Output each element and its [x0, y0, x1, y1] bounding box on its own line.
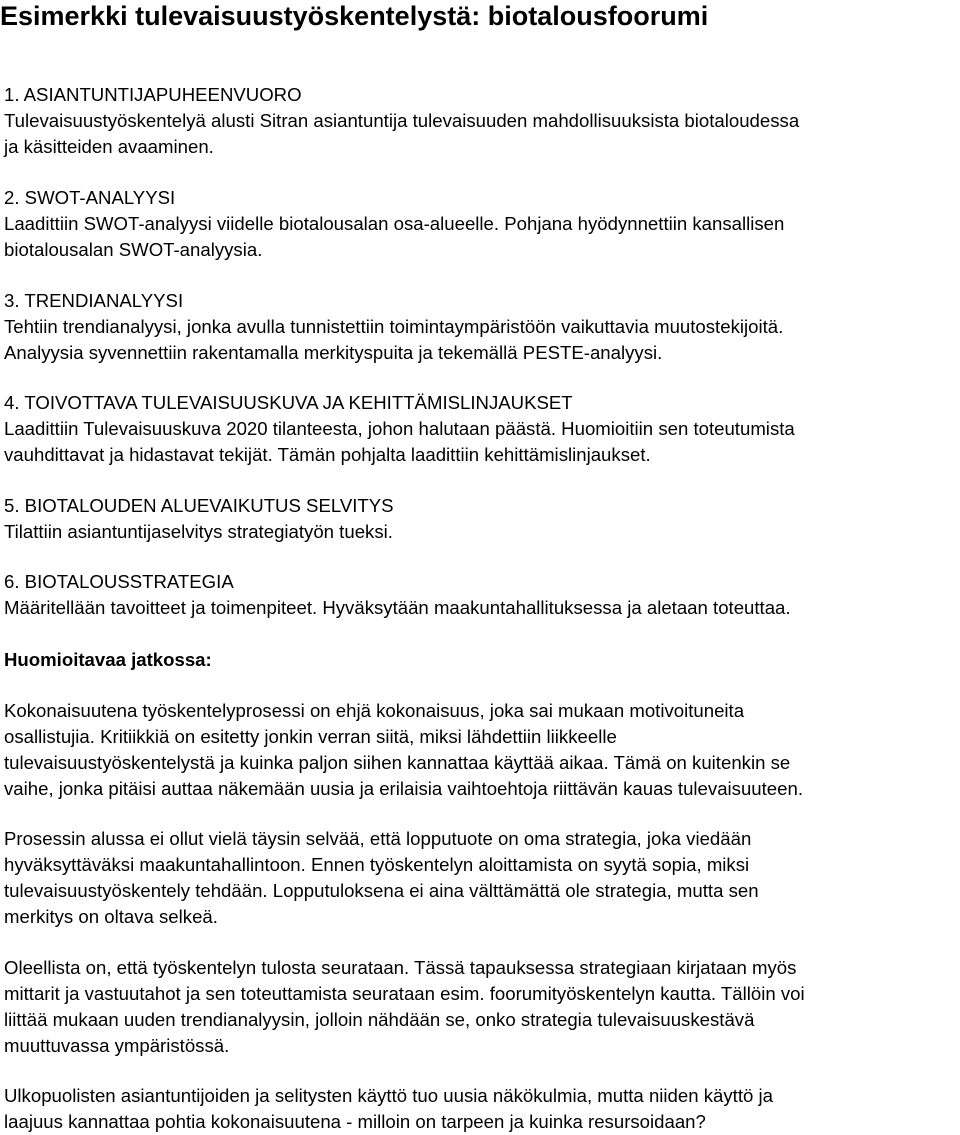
paragraph-line: vaihe, jonka pitäisi auttaa näkemään uusia ja erilaisia vaihtoehtoja riittävän kauas tulevaisuuteen. — [4, 778, 803, 799]
section-text-line: ja käsitteiden avaaminen. — [4, 136, 214, 157]
section-heading: 3. TRENDIANALYYSI — [4, 290, 184, 311]
section-text-line: Laadittiin SWOT-analyysi viidelle biotalousalan osa-alueelle. Pohjana hyödynnettiin kansallisen — [4, 213, 785, 234]
section-heading: 4. TOIVOTTAVA TULEVAISUUSKUVA JA KEHITTÄMISLINJAUKSET — [4, 392, 573, 413]
paragraph — [4, 698, 960, 802]
section-text-line: Tulevaisuustyöskentelyä alusti Sitran asiantuntija tulevaisuuden mahdollisuuksista biotaloudessa — [4, 110, 800, 131]
paragraph-line: liittää mukaan uuden trendianalyysin, jolloin nähdään se, onko strategia tulevaisuuskestävä — [4, 1009, 755, 1030]
section-heading: 5. BIOTALOUDEN ALUEVAIKUTUS SELVITYS — [4, 495, 394, 516]
section-tulevaisuuskuva — [4, 390, 960, 468]
paragraph-line: muuttuvassa ympäristössä. — [4, 1035, 230, 1056]
paragraph-line: Ulkopuolisten asiantuntijoiden ja selitysten käyttö tuo uusia näkökulmia, mutta niiden käyttö ja — [4, 1085, 773, 1106]
section-text-line: Tilattiin asiantuntijaselvitys strategiatyön tueksi. — [4, 521, 393, 542]
section-trendianalyysi — [4, 288, 960, 366]
paragraph — [4, 955, 960, 1059]
section-biotalousstrategia — [4, 569, 960, 621]
section-text-line: Laadittiin Tulevaisuuskuva 2020 tilanteesta, johon halutaan päästä. Huomioitiin sen toteutumista — [4, 418, 795, 439]
section-text-line: Määritellään tavoitteet ja toimenpiteet. Hyväksytään maakuntahallituksessa ja aletaan toteuttaa. — [4, 597, 791, 618]
paragraph — [4, 826, 960, 930]
page-title: Esimerkki tulevaisuustyöskentelystä: biotalousfoorumi — [0, 1, 709, 31]
paragraph-line: osallistujia. Kritiikkiä on esitetty jonkin verran siitä, miksi lähdettiin liikkeelle — [4, 726, 617, 747]
paragraph-line: hyväksyttäväksi maakuntahallintoon. Ennen työskentelyn aloittamista on syytä sopia, miksi — [4, 854, 750, 875]
notes-heading: Huomioitavaa jatkossa: — [4, 649, 212, 670]
section-asiantuntijapuheenvuoro — [4, 82, 960, 160]
paragraph — [4, 1083, 960, 1135]
section-heading: 2. SWOT-ANALYYSI — [4, 187, 176, 208]
paragraph-line: merkitys on oltava selkeä. — [4, 906, 218, 927]
paragraph-line: Oleellista on, että työskentelyn tulosta seurataan. Tässä tapauksessa strategiaan kirjataan myös — [4, 957, 797, 978]
section-heading: 6. BIOTALOUSSTRATEGIA — [4, 571, 234, 592]
paragraph-line: mittarit ja vastuutahot ja sen toteuttamista seurataan esim. foorumityöskentelyn kautta. Tällöin voi — [4, 983, 805, 1004]
section-text-line: Analyysia syvennettiin rakentamalla merkityspuita ja tekemällä PESTE-analyysi. — [4, 342, 663, 363]
paragraph-line: Prosessin alussa ei ollut vielä täysin selvää, että lopputuote on oma strategia, joka viedään — [4, 828, 752, 849]
section-heading: 1. ASIANTUNTIJAPUHEENVUORO — [4, 84, 302, 105]
paragraph-line: Kokonaisuutena työskentelyprosessi on ehjä kokonaisuus, joka sai mukaan motivoituneita — [4, 700, 745, 721]
section-text-line: vauhdittavat ja hidastavat tekijät. Tämän pohjalta laadittiin kehittämislinjaukset. — [4, 444, 651, 465]
section-swot-analyysi — [4, 185, 960, 263]
section-text-line: Tehtiin trendianalyysi, jonka avulla tunnistettiin toimintaympäristöön vaikuttavia muutostekijoitä. — [4, 316, 784, 337]
paragraph-line: tulevaisuustyöskentely tehdään. Lopputuloksena ei aina välttämättä ole strategia, mutta sen — [4, 880, 759, 901]
section-aluevaikutus-selvitys — [4, 493, 960, 545]
section-text-line: biotalousalan SWOT-analyysia. — [4, 239, 263, 260]
paragraph-line: tulevaisuustyöskentelystä ja kuinka paljon siihen kannattaa käyttää aikaa. Tämä on kuitenkin se — [4, 752, 791, 773]
paragraph-line: laajuus kannattaa pohtia kokonaisuutena - milloin on tarpeen ja kuinka resursoidaan? — [4, 1111, 706, 1132]
